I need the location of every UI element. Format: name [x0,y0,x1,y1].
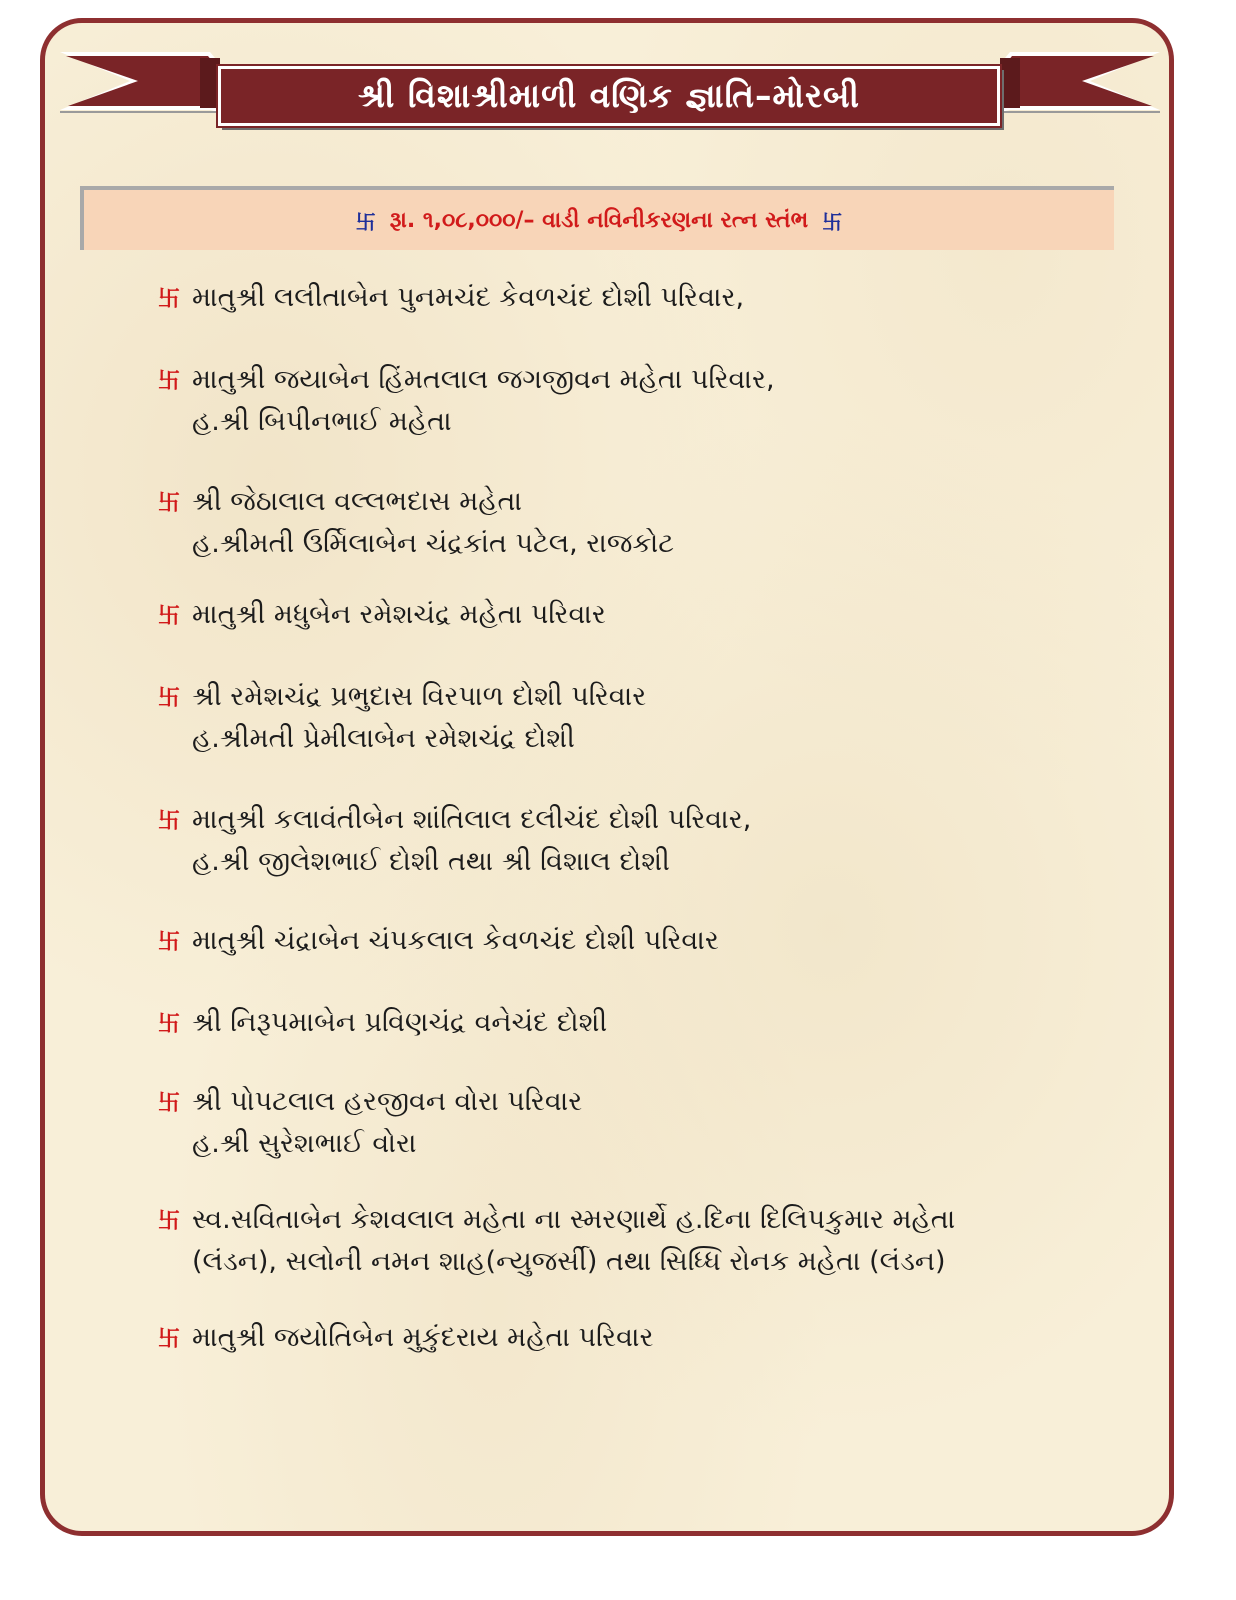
swastik-bullet-icon: 卐 [158,1012,181,1037]
donor-detail: હ.શ્રી જીલેશભાઈ દોશી તથા શ્રી વિશાલ દોશી [192,846,670,877]
swastik-bullet-icon: 卐 [158,491,181,516]
page-title: શ્રી વિશાશ્રીમાળી વણિક જ્ઞાતિ–મોરબી [218,66,1000,126]
list-item [158,482,1118,564]
swastik-bullet-icon: 卐 [158,1209,181,1234]
list-item [158,1318,1118,1360]
subheader-text: રૂા. ૧,૦૮,૦૦૦/– વાડી નવિનીકરણના રત્ન સ્તંભ [389,207,809,233]
swastik-bullet-icon: 卐 [158,1327,181,1352]
list-item [158,1003,1118,1045]
list-item [158,1082,1118,1164]
swastik-icon: 卐 [822,209,843,234]
list-item [158,278,1118,320]
donor-detail: (લંડન), સલોની નમન શાહ(ન્યુજર્સી) તથા સિધ્ધિ રોનક મહેતા (લંડન) [192,1246,946,1277]
donor-name: માતુશ્રી ચંદ્રાબેન ચંપકલાલ કેવળચંદ દોશી પરિવાર [192,925,719,956]
list-item [158,921,1118,963]
donor-name: સ્વ.સવિતાબેન કેશવલાલ મહેતા ના સ્મરણાર્થે હ.દિના દિલિપકુમાર મહેતા [192,1204,956,1235]
swastik-bullet-icon: 卐 [158,930,181,955]
donor-detail: હ.શ્રી બિપીનભાઈ મહેતા [192,406,452,437]
donor-name: શ્રી નિરૂપમાબેન પ્રવિણચંદ્ર વનેચંદ દોશી [192,1007,608,1038]
donor-name: માતુશ્રી જયાબેન હિંમતલાલ જગજીવન મહેતા પરિવાર, [192,364,775,395]
donor-detail: હ.શ્રી સુરેશભાઈ વોરા [192,1128,417,1159]
list-item [158,677,1118,759]
swastik-bullet-icon: 卐 [158,369,181,394]
list-item [158,595,1118,637]
subheader-banner [80,186,1114,250]
donor-name: શ્રી પોપટલાલ હરજીવન વોરા પરિવાર [192,1086,583,1117]
donor-name: શ્રી જેઠાલાલ વલ્લભદાસ મહેતા [192,486,523,517]
swastik-bullet-icon: 卐 [158,686,181,711]
swastik-bullet-icon: 卐 [158,809,181,834]
donor-detail: હ.શ્રીમતી ઉર્મિલાબેન ચંદ્રકાંત પટેલ, રાજકોટ [192,528,674,559]
donor-name: માતુશ્રી જયોતિબેન મુકુંદરાય મહેતા પરિવાર [192,1322,654,1353]
donor-name: શ્રી રમેશચંદ્ર પ્રભુદાસ વિરપાળ દોશી પરિવાર [192,681,647,712]
donor-name: માતુશ્રી કલાવંતીબેન શાંતિલાલ દલીચંદ દોશી પરિવાર, [192,804,752,835]
donor-name: માતુશ્રી મધુબેન રમેશચંદ્ર મહેતા પરિવાર [192,599,606,630]
swastik-bullet-icon: 卐 [158,604,181,629]
donor-name: માતુશ્રી લલીતાબેન પુનમચંદ કેવળચંદ દોશી પરિવાર, [192,282,745,313]
donor-detail: હ.શ્રીમતી પ્રેમીલાબેન રમેશચંદ્ર દોશી [192,723,575,754]
swastik-icon: 卐 [355,209,376,234]
swastik-bullet-icon: 卐 [158,287,181,312]
swastik-bullet-icon: 卐 [158,1091,181,1116]
list-item [158,360,1118,442]
list-item [158,1200,1118,1282]
list-item [158,800,1118,882]
